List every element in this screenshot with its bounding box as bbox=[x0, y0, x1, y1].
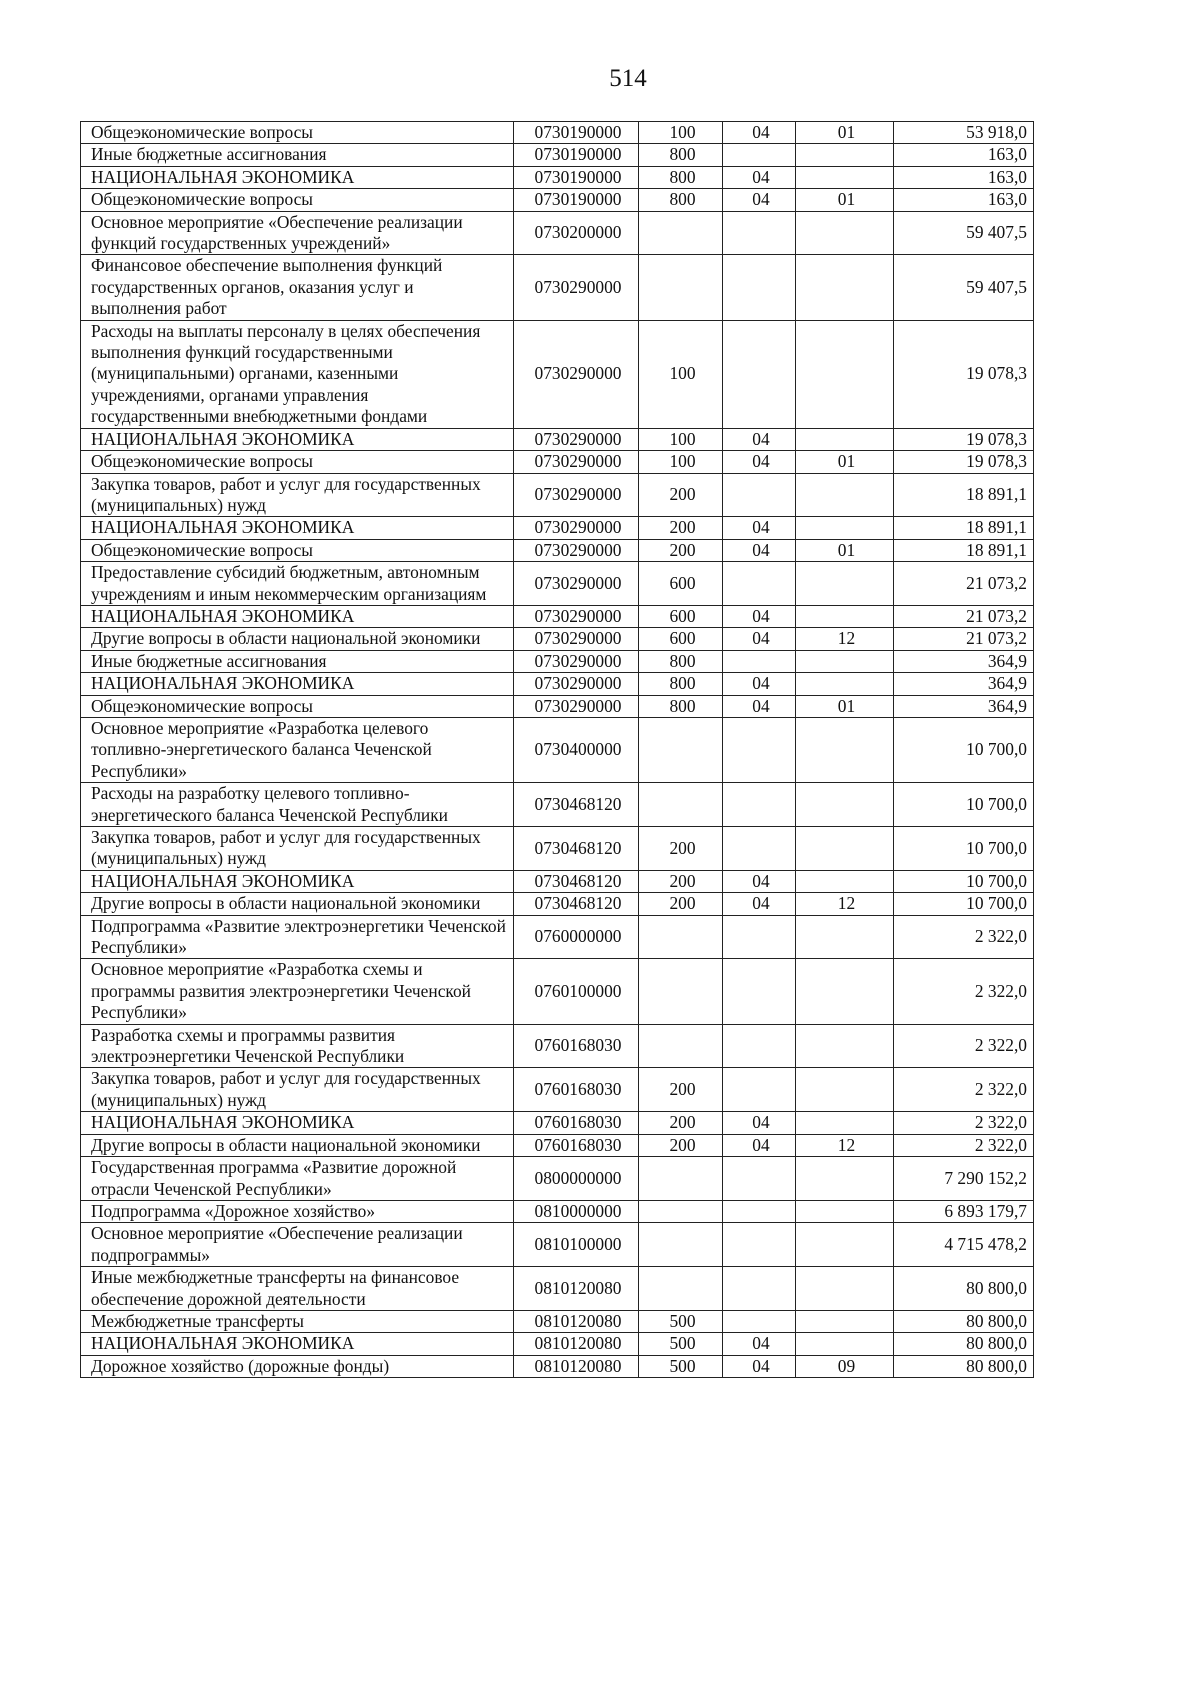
row-section bbox=[723, 827, 796, 871]
row-section bbox=[723, 783, 796, 827]
table-row bbox=[81, 1355, 1034, 1377]
row-section: 04 bbox=[723, 189, 796, 211]
row-section: 04 bbox=[723, 166, 796, 188]
row-target-code: 0810000000 bbox=[514, 1200, 639, 1222]
row-name: Подпрограмма «Дорожное хозяйство» bbox=[81, 1200, 514, 1222]
table-row bbox=[81, 1223, 1034, 1267]
row-amount: 163,0 bbox=[894, 144, 1034, 166]
row-subsection bbox=[796, 605, 894, 627]
table-row bbox=[81, 144, 1034, 166]
row-section: 04 bbox=[723, 673, 796, 695]
table-row bbox=[81, 1024, 1034, 1068]
row-name: Основное мероприятие «Разработка целевого топливно-энергетического баланса Чеченской Республики» bbox=[81, 717, 514, 782]
budget-table-body bbox=[81, 122, 1034, 1378]
row-amount: 19 078,3 bbox=[894, 320, 1034, 428]
table-row bbox=[81, 959, 1034, 1024]
row-name: НАЦИОНАЛЬНАЯ ЭКОНОМИКА bbox=[81, 1333, 514, 1355]
row-expense-type: 200 bbox=[639, 539, 723, 561]
row-amount: 59 407,5 bbox=[894, 211, 1034, 255]
row-expense-type: 100 bbox=[639, 428, 723, 450]
table-row bbox=[81, 189, 1034, 211]
row-name: НАЦИОНАЛЬНАЯ ЭКОНОМИКА bbox=[81, 605, 514, 627]
row-section bbox=[723, 717, 796, 782]
row-expense-type: 100 bbox=[639, 320, 723, 428]
row-subsection bbox=[796, 1157, 894, 1201]
row-amount: 18 891,1 bbox=[894, 473, 1034, 517]
row-section: 04 bbox=[723, 539, 796, 561]
row-section bbox=[723, 959, 796, 1024]
table-row bbox=[81, 673, 1034, 695]
row-expense-type: 200 bbox=[639, 1134, 723, 1156]
row-subsection bbox=[796, 870, 894, 892]
row-expense-type bbox=[639, 1267, 723, 1311]
row-expense-type: 200 bbox=[639, 870, 723, 892]
row-target-code: 0730468120 bbox=[514, 783, 639, 827]
table-row bbox=[81, 695, 1034, 717]
row-expense-type: 800 bbox=[639, 144, 723, 166]
row-section bbox=[723, 473, 796, 517]
row-subsection: 01 bbox=[796, 451, 894, 473]
table-row bbox=[81, 255, 1034, 320]
row-name: Иные бюджетные ассигнования bbox=[81, 144, 514, 166]
row-name: Другие вопросы в области национальной экономики bbox=[81, 893, 514, 915]
table-row bbox=[81, 717, 1034, 782]
table-row bbox=[81, 1157, 1034, 1201]
row-amount: 18 891,1 bbox=[894, 517, 1034, 539]
row-subsection bbox=[796, 1200, 894, 1222]
row-section: 04 bbox=[723, 122, 796, 144]
row-expense-type: 500 bbox=[639, 1333, 723, 1355]
row-name: Общеэкономические вопросы bbox=[81, 451, 514, 473]
row-name: НАЦИОНАЛЬНАЯ ЭКОНОМИКА bbox=[81, 1112, 514, 1134]
row-target-code: 0730290000 bbox=[514, 562, 639, 606]
row-section: 04 bbox=[723, 1112, 796, 1134]
row-section: 04 bbox=[723, 870, 796, 892]
row-expense-type: 200 bbox=[639, 1112, 723, 1134]
row-section bbox=[723, 1157, 796, 1201]
row-expense-type bbox=[639, 255, 723, 320]
row-name: Закупка товаров, работ и услуг для государственных (муниципальных) нужд bbox=[81, 473, 514, 517]
row-target-code: 0760168030 bbox=[514, 1024, 639, 1068]
row-expense-type bbox=[639, 1223, 723, 1267]
row-expense-type: 100 bbox=[639, 451, 723, 473]
row-name: Общеэкономические вопросы bbox=[81, 122, 514, 144]
row-amount: 18 891,1 bbox=[894, 539, 1034, 561]
row-expense-type: 200 bbox=[639, 893, 723, 915]
row-expense-type bbox=[639, 1024, 723, 1068]
row-section: 04 bbox=[723, 517, 796, 539]
row-expense-type: 100 bbox=[639, 122, 723, 144]
table-row bbox=[81, 605, 1034, 627]
budget-table bbox=[80, 121, 1034, 1378]
table-row bbox=[81, 827, 1034, 871]
row-name: Расходы на выплаты персоналу в целях обеспечения выполнения функций государственными (муниципальными) органами, казенными учреждениями, органами управления государственными внебюджетными фондами bbox=[81, 320, 514, 428]
row-expense-type: 800 bbox=[639, 650, 723, 672]
row-section bbox=[723, 1223, 796, 1267]
row-target-code: 0730190000 bbox=[514, 122, 639, 144]
row-amount: 364,9 bbox=[894, 673, 1034, 695]
row-amount: 80 800,0 bbox=[894, 1310, 1034, 1332]
row-target-code: 0730190000 bbox=[514, 166, 639, 188]
row-section: 04 bbox=[723, 1355, 796, 1377]
row-section bbox=[723, 144, 796, 166]
row-target-code: 0730290000 bbox=[514, 539, 639, 561]
row-amount: 10 700,0 bbox=[894, 870, 1034, 892]
table-row bbox=[81, 562, 1034, 606]
row-target-code: 0730400000 bbox=[514, 717, 639, 782]
row-subsection: 09 bbox=[796, 1355, 894, 1377]
row-target-code: 0730290000 bbox=[514, 650, 639, 672]
row-name: Дорожное хозяйство (дорожные фонды) bbox=[81, 1355, 514, 1377]
table-row bbox=[81, 166, 1034, 188]
table-row bbox=[81, 1134, 1034, 1156]
row-expense-type bbox=[639, 717, 723, 782]
row-name: НАЦИОНАЛЬНАЯ ЭКОНОМИКА bbox=[81, 870, 514, 892]
row-subsection bbox=[796, 717, 894, 782]
row-expense-type: 800 bbox=[639, 166, 723, 188]
row-target-code: 0810120080 bbox=[514, 1267, 639, 1311]
row-subsection bbox=[796, 1024, 894, 1068]
row-subsection bbox=[796, 144, 894, 166]
table-row bbox=[81, 1068, 1034, 1112]
row-expense-type bbox=[639, 959, 723, 1024]
row-section: 04 bbox=[723, 428, 796, 450]
row-section bbox=[723, 650, 796, 672]
row-target-code: 0730190000 bbox=[514, 189, 639, 211]
table-row bbox=[81, 1310, 1034, 1332]
row-target-code: 0730290000 bbox=[514, 320, 639, 428]
row-subsection bbox=[796, 959, 894, 1024]
row-target-code: 0730290000 bbox=[514, 473, 639, 517]
row-subsection bbox=[796, 517, 894, 539]
table-row bbox=[81, 650, 1034, 672]
row-subsection bbox=[796, 1068, 894, 1112]
row-amount: 364,9 bbox=[894, 695, 1034, 717]
row-expense-type: 800 bbox=[639, 673, 723, 695]
row-subsection bbox=[796, 166, 894, 188]
row-target-code: 0760168030 bbox=[514, 1134, 639, 1156]
page-number: 514 bbox=[609, 65, 647, 92]
table-row bbox=[81, 211, 1034, 255]
row-target-code: 0730200000 bbox=[514, 211, 639, 255]
row-expense-type: 200 bbox=[639, 827, 723, 871]
row-target-code: 0810120080 bbox=[514, 1310, 639, 1332]
row-subsection bbox=[796, 320, 894, 428]
row-target-code: 0730468120 bbox=[514, 827, 639, 871]
row-expense-type bbox=[639, 1200, 723, 1222]
table-row bbox=[81, 428, 1034, 450]
row-amount: 7 290 152,2 bbox=[894, 1157, 1034, 1201]
row-target-code: 0730290000 bbox=[514, 673, 639, 695]
row-amount: 53 918,0 bbox=[894, 122, 1034, 144]
row-expense-type: 200 bbox=[639, 473, 723, 517]
row-subsection bbox=[796, 211, 894, 255]
row-section bbox=[723, 1267, 796, 1311]
row-expense-type bbox=[639, 915, 723, 959]
row-subsection bbox=[796, 673, 894, 695]
row-amount: 21 073,2 bbox=[894, 628, 1034, 650]
row-amount: 80 800,0 bbox=[894, 1355, 1034, 1377]
row-subsection bbox=[796, 1267, 894, 1311]
row-section bbox=[723, 211, 796, 255]
row-expense-type bbox=[639, 783, 723, 827]
row-name: Общеэкономические вопросы bbox=[81, 189, 514, 211]
row-name: НАЦИОНАЛЬНАЯ ЭКОНОМИКА bbox=[81, 428, 514, 450]
row-subsection bbox=[796, 1112, 894, 1134]
row-amount: 2 322,0 bbox=[894, 1112, 1034, 1134]
row-subsection: 01 bbox=[796, 539, 894, 561]
row-target-code: 0730290000 bbox=[514, 605, 639, 627]
row-subsection bbox=[796, 915, 894, 959]
row-amount: 10 700,0 bbox=[894, 893, 1034, 915]
table-row bbox=[81, 893, 1034, 915]
row-amount: 19 078,3 bbox=[894, 428, 1034, 450]
row-subsection bbox=[796, 783, 894, 827]
row-target-code: 0760100000 bbox=[514, 959, 639, 1024]
row-name: Разработка схемы и программы развития электроэнергетики Чеченской Республики bbox=[81, 1024, 514, 1068]
table-row bbox=[81, 870, 1034, 892]
row-target-code: 0800000000 bbox=[514, 1157, 639, 1201]
row-name: Основное мероприятие «Разработка схемы и программы развития электроэнергетики Чеченской Республики» bbox=[81, 959, 514, 1024]
row-section bbox=[723, 915, 796, 959]
row-name: Подпрограмма «Развитие электроэнергетики Чеченской Республики» bbox=[81, 915, 514, 959]
row-target-code: 0810100000 bbox=[514, 1223, 639, 1267]
table-row bbox=[81, 473, 1034, 517]
table-row bbox=[81, 1200, 1034, 1222]
row-target-code: 0760168030 bbox=[514, 1112, 639, 1134]
row-amount: 10 700,0 bbox=[894, 827, 1034, 871]
row-name: Другие вопросы в области национальной экономики bbox=[81, 1134, 514, 1156]
row-amount: 2 322,0 bbox=[894, 1024, 1034, 1068]
row-expense-type: 600 bbox=[639, 605, 723, 627]
row-subsection: 12 bbox=[796, 1134, 894, 1156]
row-expense-type: 600 bbox=[639, 628, 723, 650]
row-subsection bbox=[796, 1310, 894, 1332]
row-name: НАЦИОНАЛЬНАЯ ЭКОНОМИКА bbox=[81, 673, 514, 695]
row-target-code: 0760168030 bbox=[514, 1068, 639, 1112]
row-expense-type: 500 bbox=[639, 1355, 723, 1377]
row-section: 04 bbox=[723, 695, 796, 717]
row-section: 04 bbox=[723, 628, 796, 650]
row-target-code: 0730190000 bbox=[514, 144, 639, 166]
row-name: Государственная программа «Развитие дорожной отрасли Чеченской Республики» bbox=[81, 1157, 514, 1201]
row-expense-type: 600 bbox=[639, 562, 723, 606]
row-target-code: 0760000000 bbox=[514, 915, 639, 959]
row-section bbox=[723, 320, 796, 428]
table-row bbox=[81, 915, 1034, 959]
row-name: Межбюджетные трансферты bbox=[81, 1310, 514, 1332]
table-row bbox=[81, 122, 1034, 144]
row-subsection bbox=[796, 473, 894, 517]
row-amount: 21 073,2 bbox=[894, 562, 1034, 606]
row-section: 04 bbox=[723, 605, 796, 627]
row-name: Иные бюджетные ассигнования bbox=[81, 650, 514, 672]
row-expense-type: 800 bbox=[639, 189, 723, 211]
row-name: НАЦИОНАЛЬНАЯ ЭКОНОМИКА bbox=[81, 517, 514, 539]
row-subsection: 01 bbox=[796, 122, 894, 144]
row-expense-type bbox=[639, 1157, 723, 1201]
row-name: Расходы на разработку целевого топливно-энергетического баланса Чеченской Республики bbox=[81, 783, 514, 827]
row-name: Общеэкономические вопросы bbox=[81, 695, 514, 717]
row-subsection: 01 bbox=[796, 189, 894, 211]
row-section bbox=[723, 562, 796, 606]
row-name: Иные межбюджетные трансферты на финансовое обеспечение дорожной деятельности bbox=[81, 1267, 514, 1311]
row-expense-type: 200 bbox=[639, 517, 723, 539]
table-row bbox=[81, 451, 1034, 473]
row-target-code: 0730468120 bbox=[514, 893, 639, 915]
row-section bbox=[723, 1068, 796, 1112]
table-row bbox=[81, 628, 1034, 650]
row-target-code: 0730290000 bbox=[514, 517, 639, 539]
row-expense-type: 500 bbox=[639, 1310, 723, 1332]
row-amount: 163,0 bbox=[894, 166, 1034, 188]
table-row bbox=[81, 1267, 1034, 1311]
row-section: 04 bbox=[723, 451, 796, 473]
row-name: Основное мероприятие «Обеспечение реализации подпрограммы» bbox=[81, 1223, 514, 1267]
row-amount: 10 700,0 bbox=[894, 783, 1034, 827]
row-amount: 2 322,0 bbox=[894, 959, 1034, 1024]
row-expense-type: 800 bbox=[639, 695, 723, 717]
row-subsection bbox=[796, 1223, 894, 1267]
row-amount: 4 715 478,2 bbox=[894, 1223, 1034, 1267]
row-target-code: 0730290000 bbox=[514, 451, 639, 473]
row-target-code: 0730290000 bbox=[514, 255, 639, 320]
table-row bbox=[81, 783, 1034, 827]
table-row bbox=[81, 517, 1034, 539]
row-amount: 80 800,0 bbox=[894, 1267, 1034, 1311]
row-name: Предоставление субсидий бюджетным, автономным учреждениям и иным некоммерческим организациям bbox=[81, 562, 514, 606]
row-name: Общеэкономические вопросы bbox=[81, 539, 514, 561]
row-amount: 6 893 179,7 bbox=[894, 1200, 1034, 1222]
row-section bbox=[723, 1200, 796, 1222]
table-row bbox=[81, 1333, 1034, 1355]
row-amount: 163,0 bbox=[894, 189, 1034, 211]
row-expense-type bbox=[639, 211, 723, 255]
row-target-code: 0730290000 bbox=[514, 695, 639, 717]
row-amount: 2 322,0 bbox=[894, 1068, 1034, 1112]
row-name: Финансовое обеспечение выполнения функций государственных органов, оказания услуг и выполнения работ bbox=[81, 255, 514, 320]
row-amount: 364,9 bbox=[894, 650, 1034, 672]
row-name: Закупка товаров, работ и услуг для государственных (муниципальных) нужд bbox=[81, 1068, 514, 1112]
table-row bbox=[81, 320, 1034, 428]
row-target-code: 0730290000 bbox=[514, 628, 639, 650]
row-subsection bbox=[796, 562, 894, 606]
row-target-code: 0810120080 bbox=[514, 1355, 639, 1377]
row-subsection bbox=[796, 255, 894, 320]
row-amount: 21 073,2 bbox=[894, 605, 1034, 627]
row-amount: 10 700,0 bbox=[894, 717, 1034, 782]
row-amount: 2 322,0 bbox=[894, 915, 1034, 959]
row-target-code: 0730290000 bbox=[514, 428, 639, 450]
row-amount: 2 322,0 bbox=[894, 1134, 1034, 1156]
row-section bbox=[723, 1024, 796, 1068]
table-row bbox=[81, 1112, 1034, 1134]
row-name: НАЦИОНАЛЬНАЯ ЭКОНОМИКА bbox=[81, 166, 514, 188]
row-subsection: 12 bbox=[796, 628, 894, 650]
row-name: Закупка товаров, работ и услуг для государственных (муниципальных) нужд bbox=[81, 827, 514, 871]
row-target-code: 0810120080 bbox=[514, 1333, 639, 1355]
table-row bbox=[81, 539, 1034, 561]
row-section bbox=[723, 255, 796, 320]
row-amount: 19 078,3 bbox=[894, 451, 1034, 473]
row-subsection bbox=[796, 1333, 894, 1355]
row-section: 04 bbox=[723, 1333, 796, 1355]
row-amount: 59 407,5 bbox=[894, 255, 1034, 320]
row-subsection: 12 bbox=[796, 893, 894, 915]
row-subsection bbox=[796, 650, 894, 672]
row-section: 04 bbox=[723, 1134, 796, 1156]
row-subsection bbox=[796, 428, 894, 450]
row-section: 04 bbox=[723, 893, 796, 915]
row-expense-type: 200 bbox=[639, 1068, 723, 1112]
row-subsection bbox=[796, 827, 894, 871]
row-subsection: 01 bbox=[796, 695, 894, 717]
row-name: Основное мероприятие «Обеспечение реализации функций государственных учреждений» bbox=[81, 211, 514, 255]
row-amount: 80 800,0 bbox=[894, 1333, 1034, 1355]
row-name: Другие вопросы в области национальной экономики bbox=[81, 628, 514, 650]
row-target-code: 0730468120 bbox=[514, 870, 639, 892]
row-section bbox=[723, 1310, 796, 1332]
